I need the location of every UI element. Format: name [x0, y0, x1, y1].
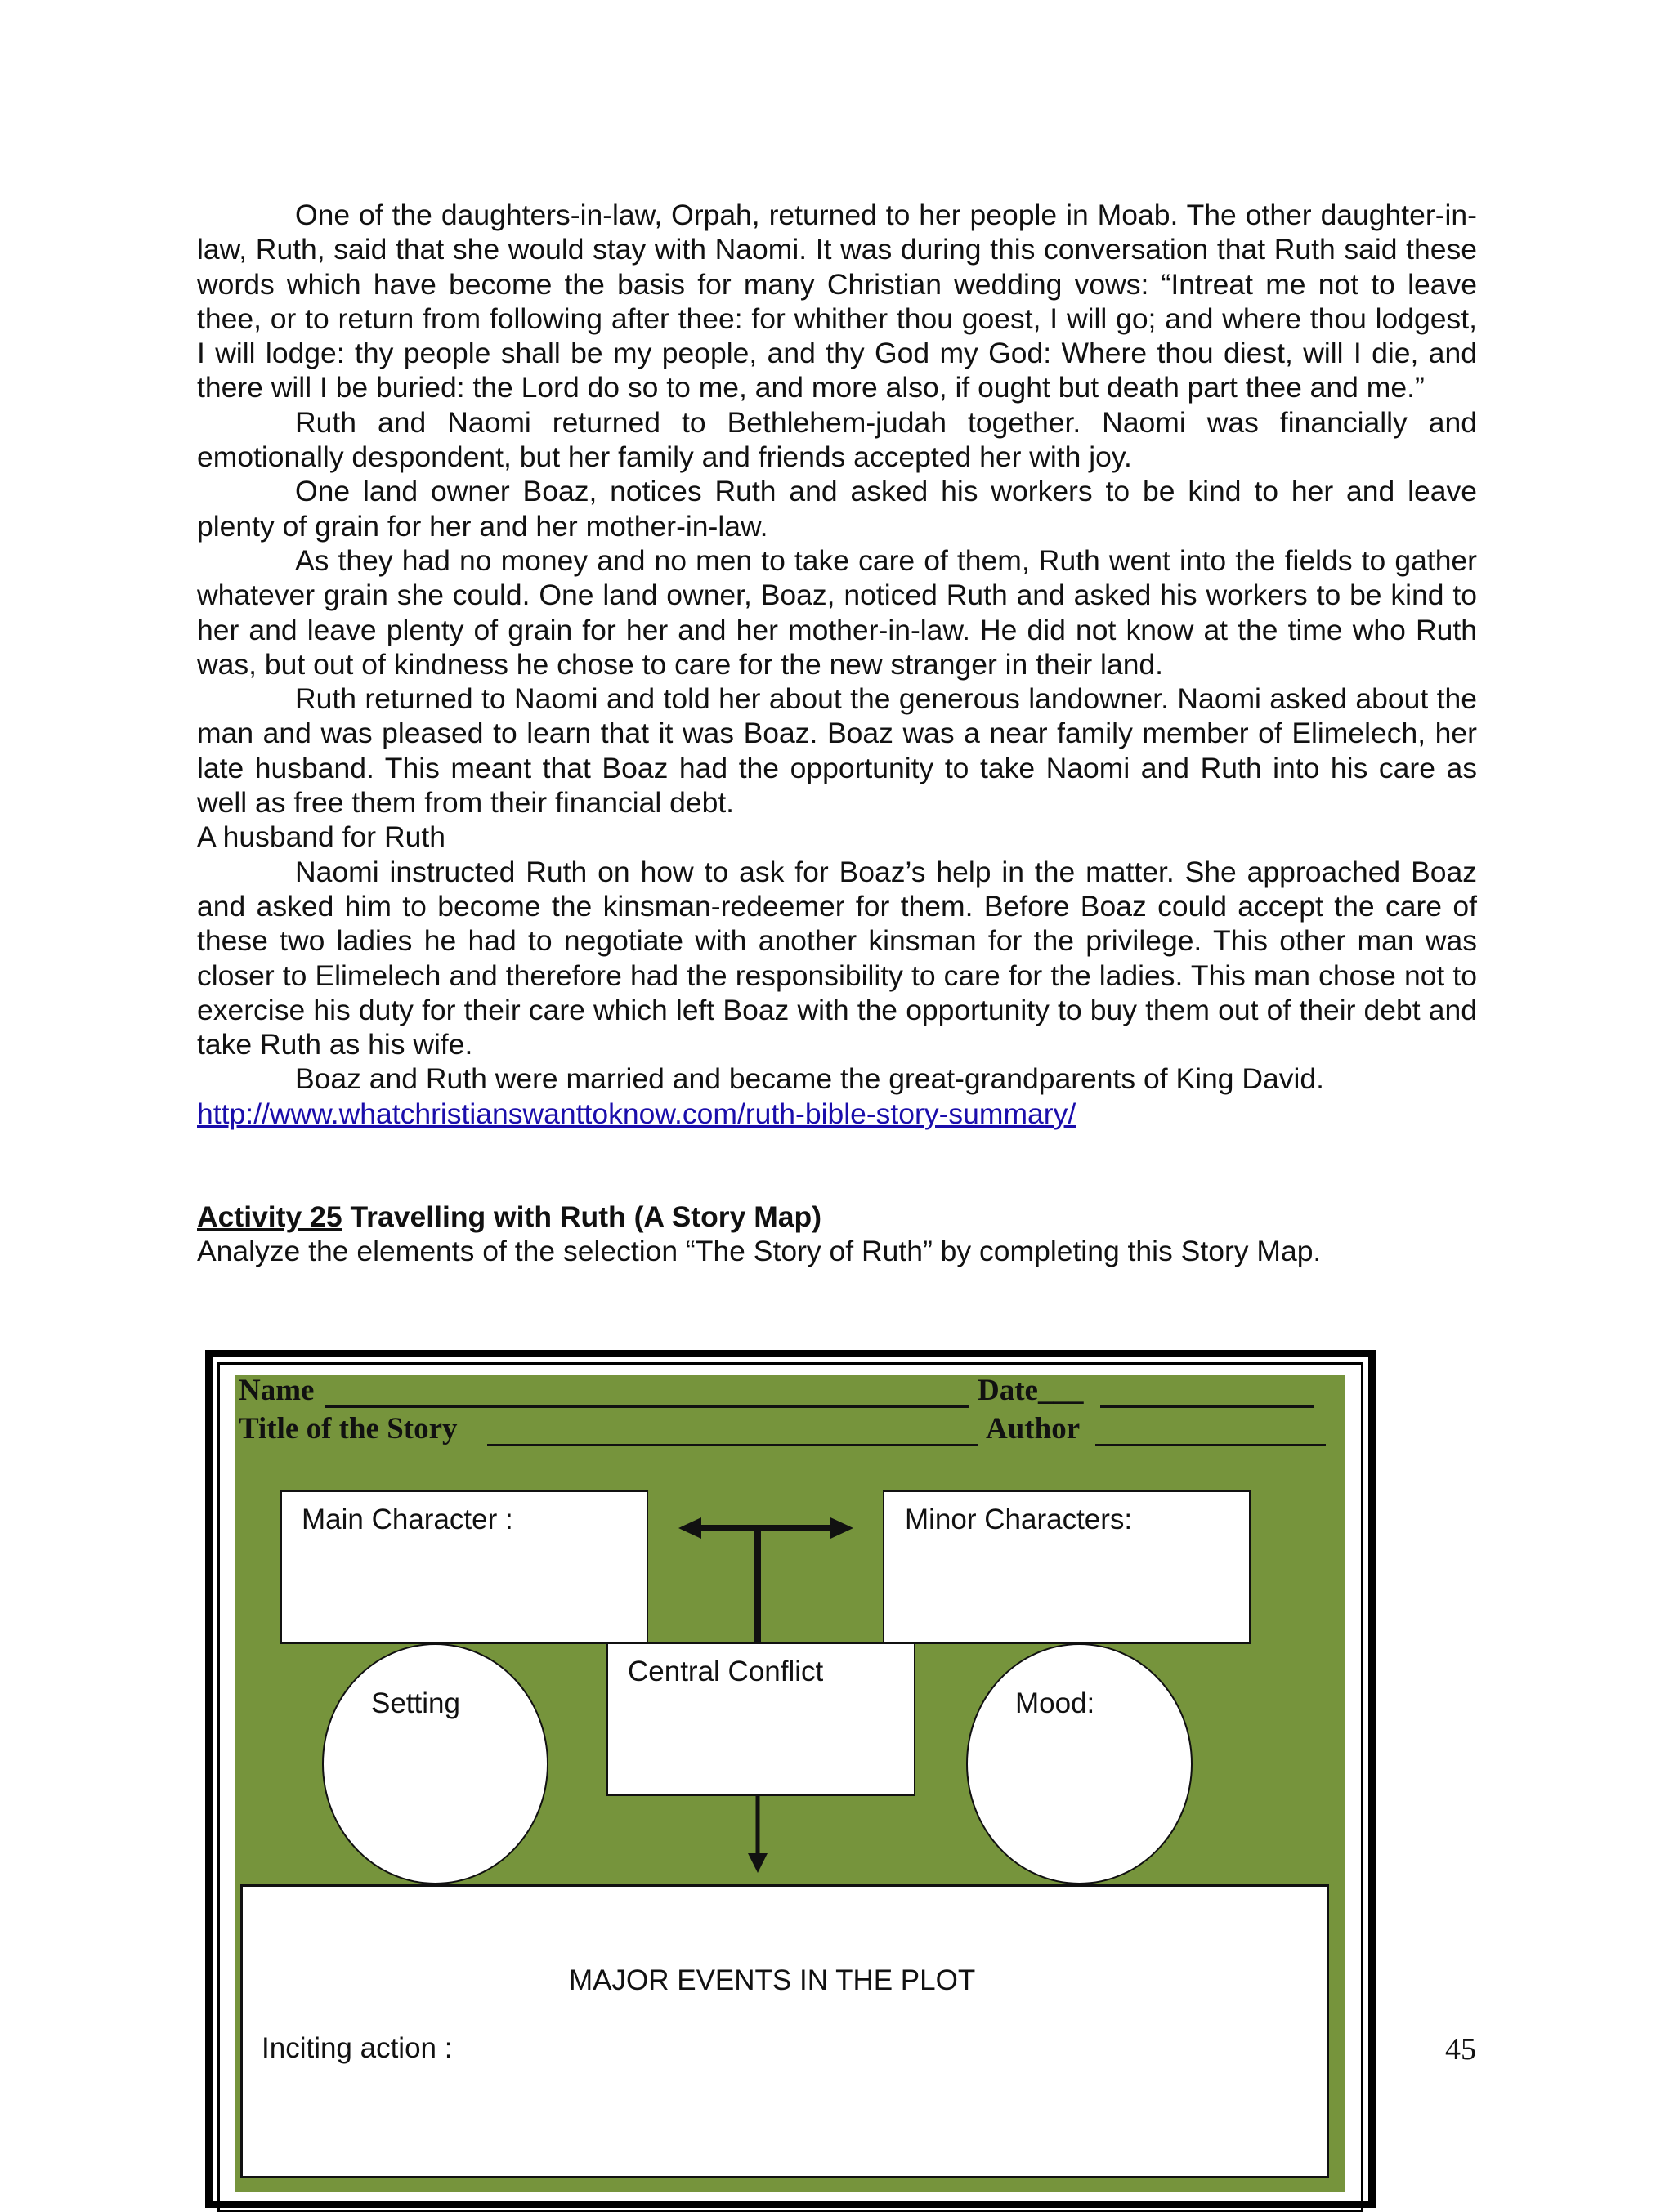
mood-label: Mood:	[1015, 1687, 1095, 1719]
setting-label: Setting	[371, 1687, 460, 1719]
paragraph-generous-landowner: Ruth returned to Naomi and told her about the generous landowner. Naomi asked about the man and was pleased to learn that it was Boaz. Boaz was a near family member of Elimelech, her late husband. This meant that Boaz had the opportunity to take Naomi and Ruth into his care as well as free them from their financial debt.	[197, 682, 1477, 820]
paragraph-boaz-notices: One land owner Boaz, notices Ruth and asked his workers to be kind to her and leave plenty of grain for her and her mother-in-law.	[197, 475, 1477, 543]
activity-number: Activity 25	[197, 1200, 342, 1233]
paragraph-kinsman-redeemer: Naomi instructed Ruth on how to ask for Boaz’s help in the matter. She approached Boaz and asked him to become the kinsman-redeemer for them. Before Boaz could accept the care of these two ladies he had to negotiate with another kinsman for the privilege. This other man was closer to Elimelech and therefore had the responsibility to care for the ladies. This man chose not to exercise his duty for their care which left Boaz with the opportunity to buy them out of their debt and take Ruth as his wife.	[197, 855, 1477, 1061]
paragraph-married: Boaz and Ruth were married and became the great-grandparents of King David.	[295, 1062, 1325, 1096]
left-arrowhead-icon	[678, 1517, 701, 1539]
minor-characters-label: Minor Characters:	[905, 1504, 1133, 1535]
main-character-label: Main Character :	[302, 1504, 513, 1535]
title-label: Title of the Story	[239, 1412, 458, 1446]
page-number: 45	[1445, 2032, 1476, 2067]
section-heading: A husband for Ruth	[197, 820, 445, 854]
paragraph-orpah-ruth: One of the daughters-in-law, Orpah, returned to her people in Moab. The other daughter-in-law, Ruth, said that she would stay with Naomi. It was during this conversation that Ruth said these words which have become the basis for many Christian wedding vows: “Intreat me not to leave thee, or to return from following after thee: for whither thou goest, I will go; and where thou lodgest, I will lodge: thy people shall be my people, and thy God my God: Where thou diest, will I die, and there will I be buried: the Lord do so to me, and more also, if ought but death part thee and me.”	[197, 199, 1477, 404]
source-link[interactable]: http://www.whatchristianswanttoknow.com/ruth-bible-story-summary/	[197, 1097, 1076, 1130]
major-events-label: MAJOR EVENTS IN THE PLOT	[569, 1964, 976, 1996]
name-label: Name	[239, 1374, 315, 1407]
author-label: Author	[986, 1412, 1081, 1446]
activity-instruction: Analyze the elements of the selection “The Story of Ruth” by completing this Story Map.	[197, 1235, 1322, 1268]
paragraph-gleaning: As they had no money and no men to take care of them, Ruth went into the fields to gather whatever grain she could. One land owner, Boaz, noticed Ruth and asked his workers to be kind to her and leave plenty of grain for her and her mother-in-law. He did not know at the time who Ruth was, but out of kindness he chose to care for the new stranger in their land.	[197, 543, 1477, 681]
activity-name: Travelling with Ruth (A Story Map)	[342, 1200, 822, 1233]
paragraph-return-bethlehem: Ruth and Naomi returned to Bethlehem-judah together. Naomi was financially and emotionally despondent, but her family and friends accepted her with joy.	[197, 405, 1477, 474]
down-arrowhead-icon	[748, 1853, 768, 1873]
inciting-action-label: Inciting action :	[262, 2032, 453, 2064]
central-conflict-label: Central Conflict	[628, 1656, 824, 1687]
right-arrowhead-icon	[830, 1517, 853, 1539]
date-label: Date___	[978, 1374, 1084, 1407]
